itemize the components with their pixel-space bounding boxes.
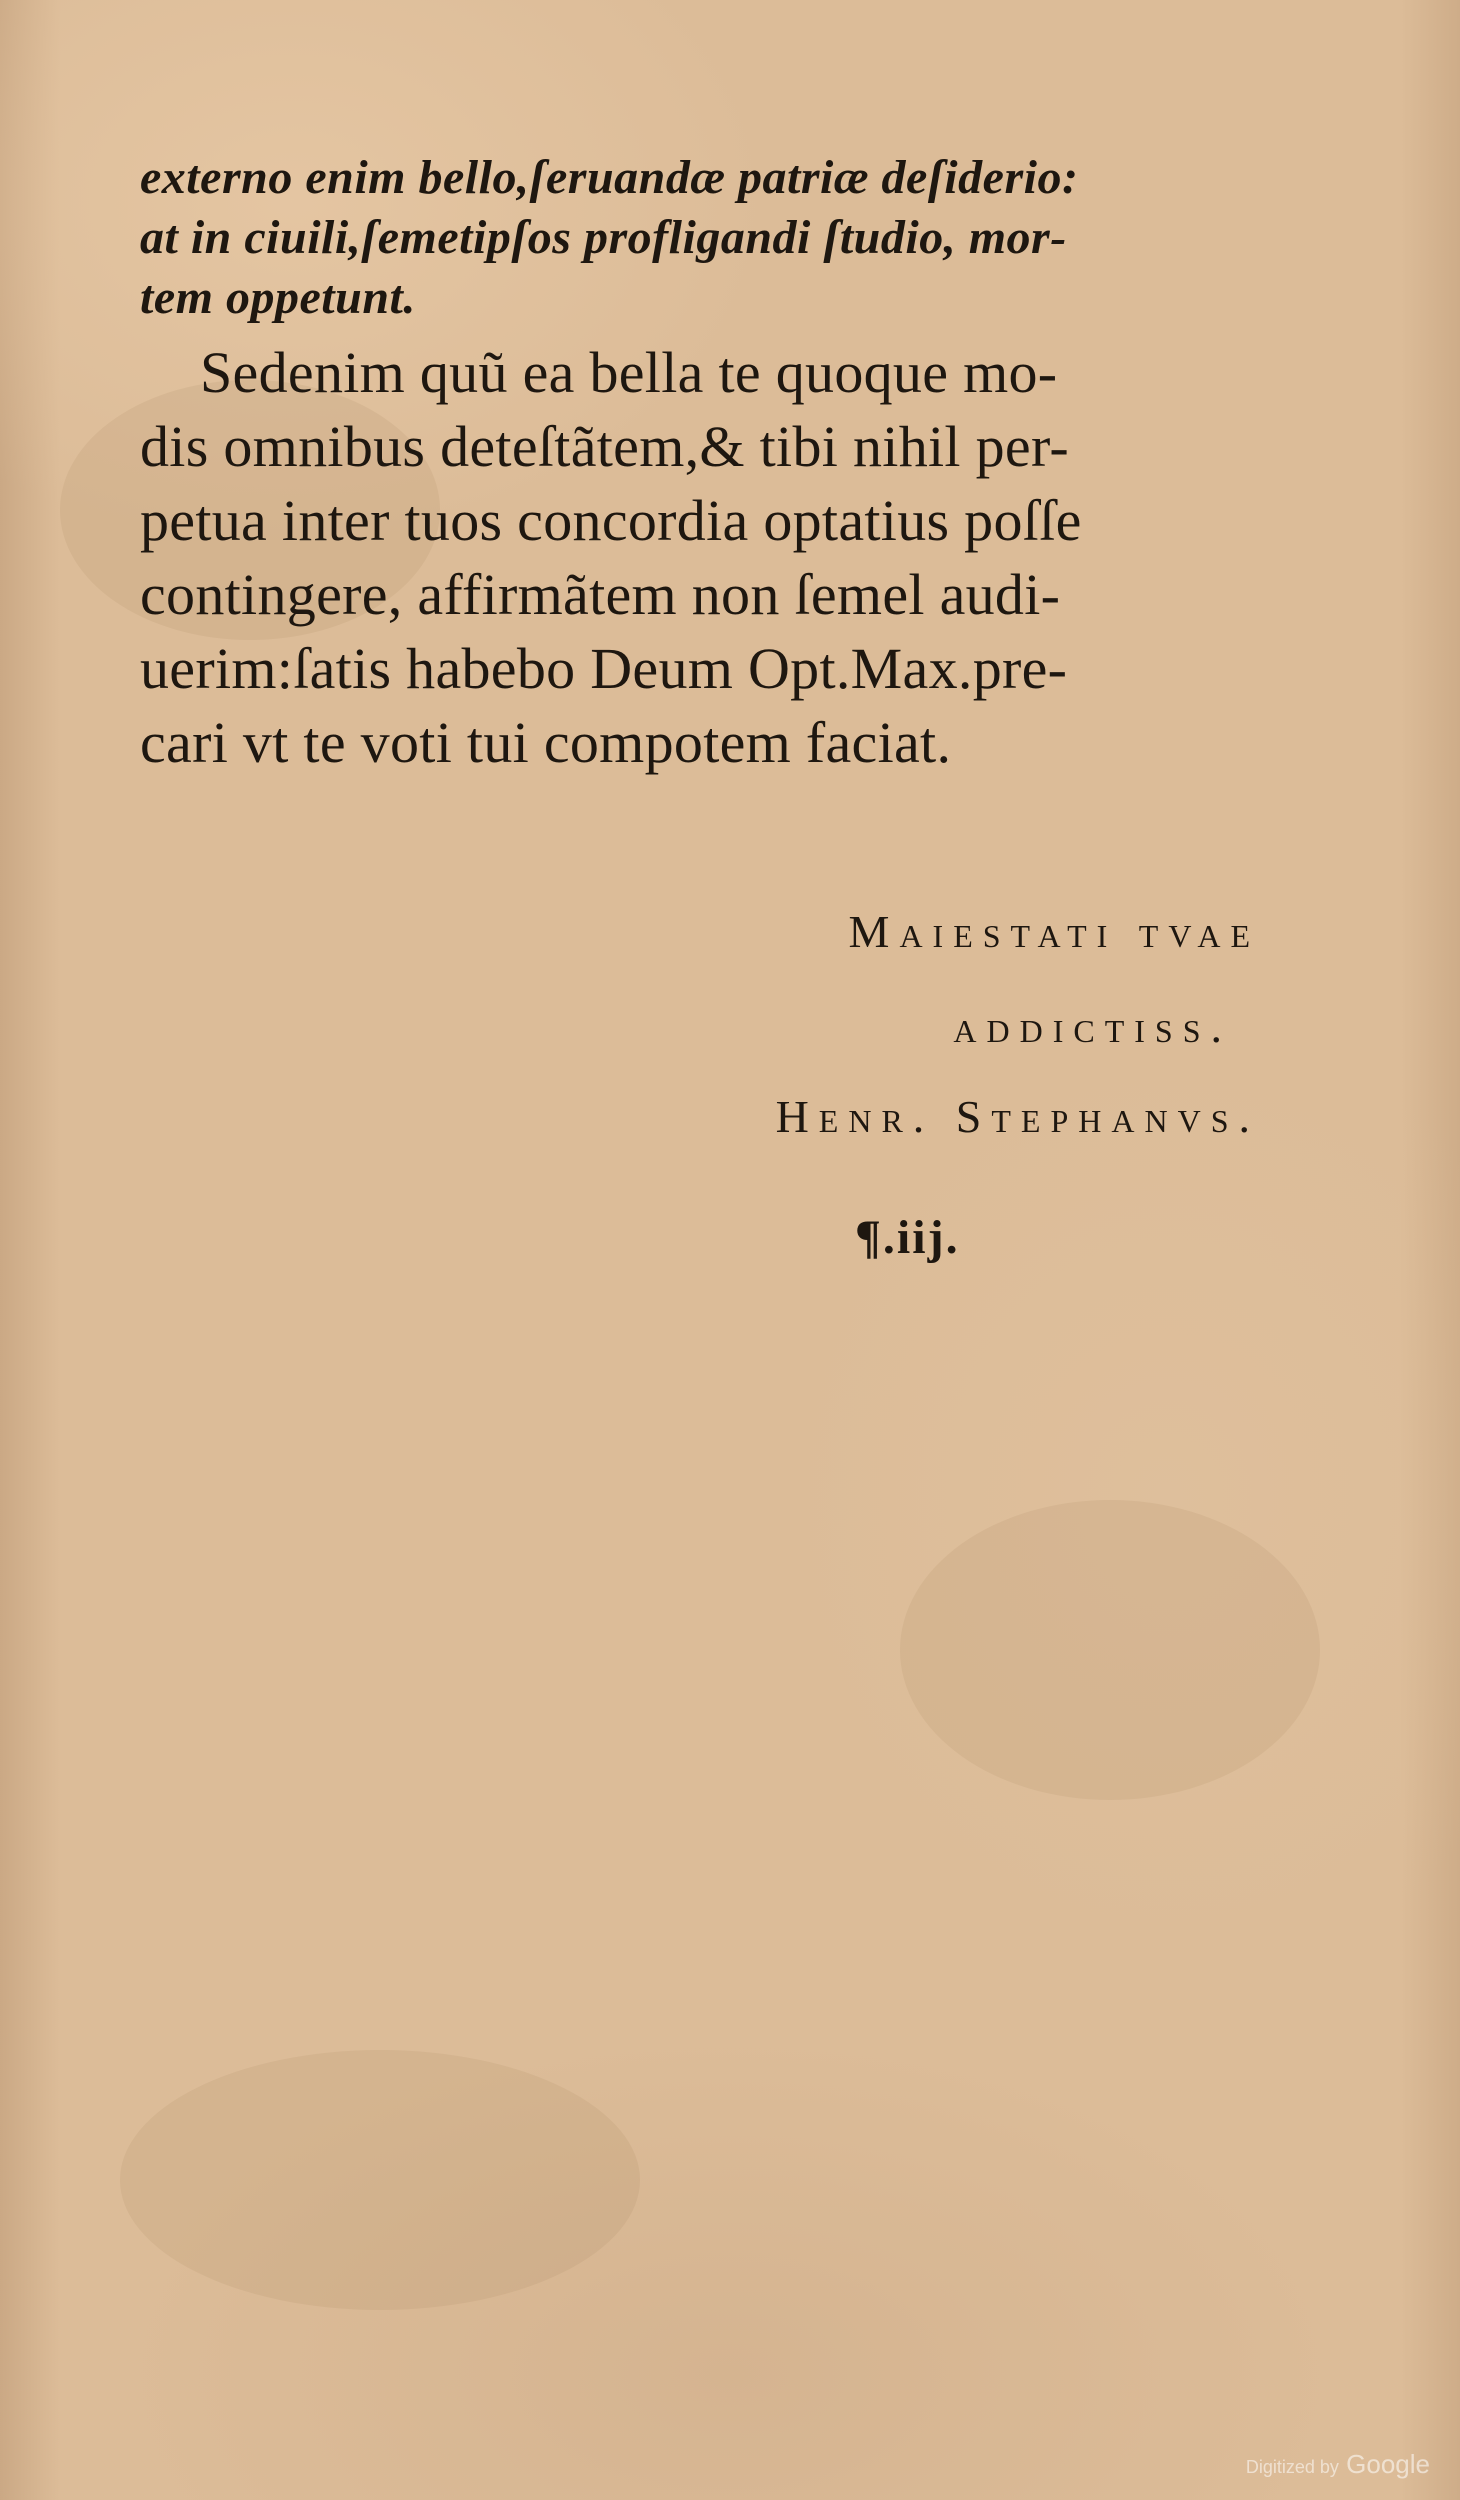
roman-line: dis omnibus deteſtãtem,& tibi nihil per-: [140, 414, 1070, 479]
paragraph: [140, 336, 1250, 780]
roman-line: uerim:ſatis habebo Deum Opt.Max.pre-: [140, 636, 1068, 701]
closing-line: Maiestati tvae: [848, 906, 1260, 957]
digitization-watermark: [1246, 2449, 1430, 2480]
body-text: [140, 148, 1250, 780]
italic-line: at in ciuili,ſemetipſos profligandi ſtudio, mor-: [140, 211, 1067, 264]
watermark-prefix: Digitized by: [1245, 2457, 1339, 2477]
paper-stain: [900, 1500, 1320, 1800]
roman-line: petua inter tuos concordia optatius poſſe: [140, 488, 1082, 553]
roman-line: cari vt te voti tui compotem faciat.: [140, 710, 952, 775]
roman-line: contingere, affirmãtem non ſemel audi-: [140, 562, 1061, 627]
italic-line: externo enim bello,ſeruandæ patriæ deſiderio:: [140, 151, 1079, 204]
signature-mark: ¶.iij.: [855, 1211, 960, 1264]
watermark-brand: Google: [1346, 2449, 1430, 2479]
paper-stain: [120, 2050, 640, 2310]
closing-signature-name: Henr. Stephanvs.: [775, 1091, 1260, 1142]
closing-line: addictiss.: [953, 1001, 1232, 1052]
roman-line: Sedenim quũ ea bella te quoque mo-: [200, 340, 1058, 405]
italic-line: tem oppetunt.: [140, 271, 416, 324]
